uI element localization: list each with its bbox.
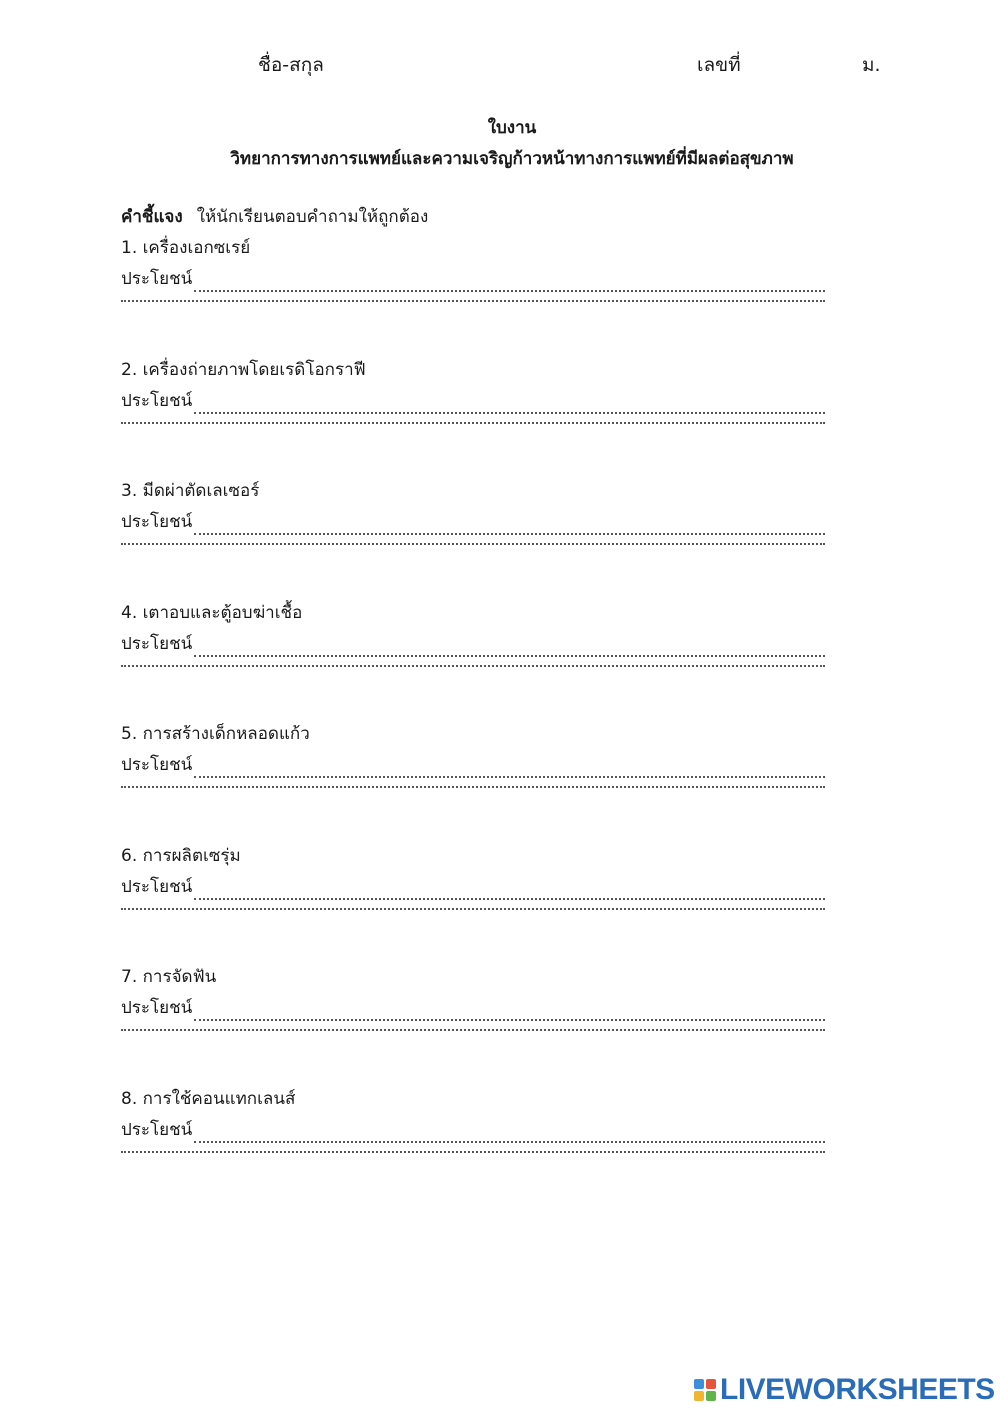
question-title: 7. การจัดฟัน (121, 967, 217, 987)
logo-square (694, 1391, 704, 1401)
answer-line[interactable] (121, 508, 825, 535)
answer-line[interactable] (121, 630, 825, 657)
question-title: 5. การสร้างเด็กหลอดแก้ว (121, 724, 310, 744)
question-item (121, 477, 825, 587)
answer-label: ประโยชน์ (121, 634, 193, 654)
worksheet-title: ใบงาน (487, 118, 537, 138)
answer-line[interactable] (121, 873, 825, 900)
answer-line[interactable] (121, 751, 825, 778)
logo-square (706, 1379, 716, 1389)
question-title: 3. มีดผ่าตัดเลเซอร์ (121, 481, 260, 501)
answer-line[interactable] (121, 265, 825, 292)
answer-dotted-line[interactable] (121, 908, 825, 910)
answer-line[interactable] (121, 994, 825, 1021)
worksheet-subtitle: วิทยาการทางการแพทย์และความเจริญก้าวหน้าทางการแพทย์ที่มีผลต่อสุขภาพ (230, 149, 794, 169)
answer-dotted-line[interactable] (121, 665, 825, 667)
question-item (121, 599, 825, 709)
answer-dotted-line[interactable] (121, 1029, 825, 1031)
question-title: 1. เครื่องเอกซเรย์ (121, 238, 251, 258)
question-item (121, 720, 825, 830)
answer-label: ประโยชน์ (121, 1120, 193, 1140)
logo-square (694, 1379, 704, 1389)
grade-label: ม. (862, 54, 881, 76)
answer-label: ประโยชน์ (121, 998, 193, 1018)
question-item (121, 842, 825, 952)
answer-dotted-line[interactable] (121, 1151, 825, 1153)
question-item (121, 1085, 825, 1195)
question-item (121, 963, 825, 1073)
answer-dotted-line[interactable] (194, 1001, 825, 1021)
answer-dotted-line[interactable] (121, 786, 825, 788)
instructions (121, 203, 428, 230)
answer-dotted-line[interactable] (194, 880, 825, 900)
question-title: 8. การใช้คอนแทกเลนส์ (121, 1089, 296, 1109)
question-title: 2. เครื่องถ่ายภาพโดยเรดิโอกราฟี (121, 360, 366, 380)
answer-dotted-line[interactable] (194, 272, 825, 292)
answer-dotted-line[interactable] (121, 422, 825, 424)
answer-dotted-line[interactable] (194, 1123, 825, 1143)
answer-label: ประโยชน์ (121, 512, 193, 532)
number-label: เลขที่ (697, 54, 741, 76)
liveworksheets-logo-icon (694, 1379, 716, 1401)
name-label: ชื่อ-สกุล (258, 54, 324, 76)
liveworksheets-logo[interactable] (694, 1374, 995, 1406)
instructions-text: ให้นักเรียนตอบคำถามให้ถูกต้อง (196, 207, 429, 227)
answer-label: ประโยชน์ (121, 269, 193, 289)
answer-dotted-line[interactable] (194, 515, 825, 535)
answer-dotted-line[interactable] (194, 637, 825, 657)
question-title: 6. การผลิตเซรุ่ม (121, 846, 241, 866)
answer-line[interactable] (121, 387, 825, 414)
answer-dotted-line[interactable] (121, 300, 825, 302)
answer-dotted-line[interactable] (121, 543, 825, 545)
answer-line[interactable] (121, 1116, 825, 1143)
logo-text: LIVEWORKSHEETS (720, 1373, 995, 1406)
answer-label: ประโยชน์ (121, 391, 193, 411)
question-item (121, 356, 825, 466)
instructions-label: คำชี้แจง (121, 207, 183, 227)
answer-dotted-line[interactable] (194, 758, 825, 778)
answer-label: ประโยชน์ (121, 755, 193, 775)
question-title: 4. เตาอบและตู้อบฆ่าเชื้อ (121, 603, 303, 623)
logo-square (706, 1391, 716, 1401)
answer-dotted-line[interactable] (194, 394, 825, 414)
answer-label: ประโยชน์ (121, 877, 193, 897)
question-item (121, 234, 825, 344)
